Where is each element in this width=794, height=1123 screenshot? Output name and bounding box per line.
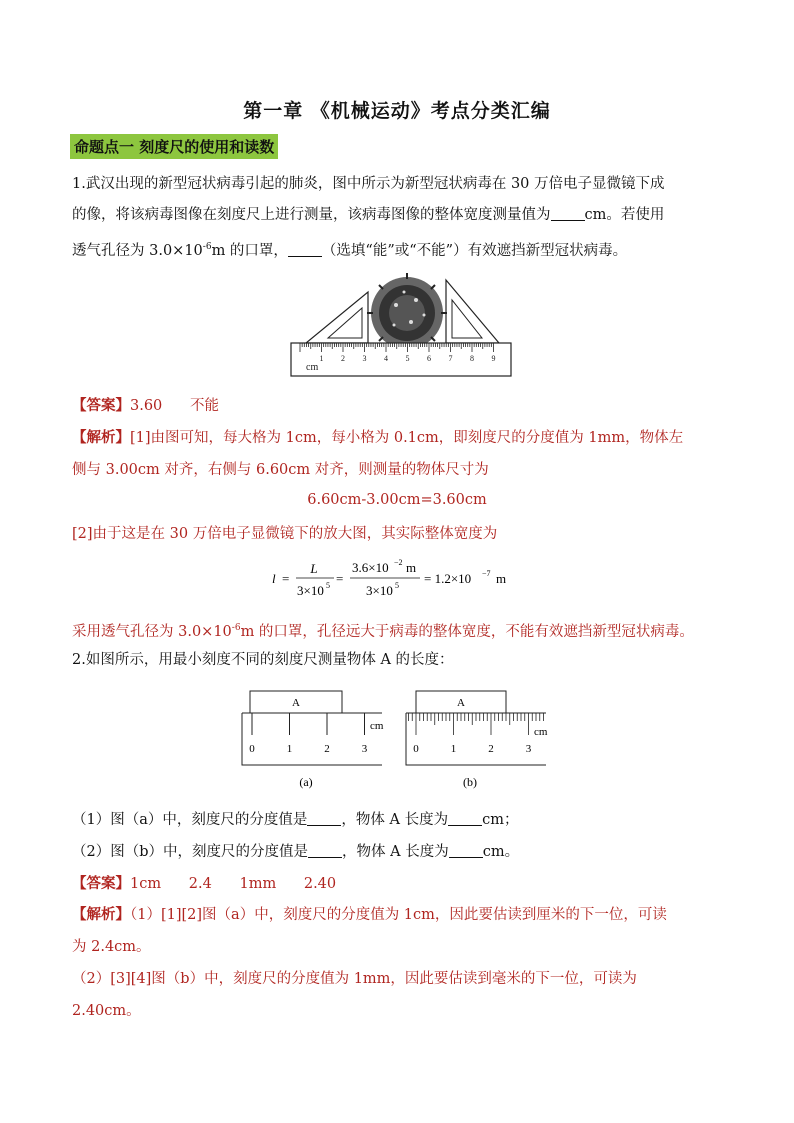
svg-text:=: = (336, 571, 344, 586)
formula-width (270, 556, 530, 606)
ruler-tick-label: 1 (450, 743, 457, 755)
section-heading: 命题点一 刻度尺的使用和读数 (70, 134, 278, 159)
q1-text-line1: 1.武汉出现的新型冠状病毒引起的肺炎，图中所示为新型冠状病毒在 30 万倍电子显微镜下成 (72, 176, 665, 192)
svg-text:−7: −7 (482, 569, 491, 578)
q1-blank-2 (288, 242, 322, 257)
svg-text:A: A (457, 697, 465, 709)
virus-ruler-figure (286, 270, 516, 380)
q1-calc: 6.60cm-3.00cm=3.60cm (307, 492, 487, 508)
svg-text:L: L (310, 561, 318, 576)
virus-image (367, 273, 447, 353)
svg-text:cm: cm (534, 726, 548, 738)
triangle-right (446, 280, 499, 343)
q1-text-line3: 透气孔径为 $3.0\times 10^{-6}m$ 的口罩， （选填“能”或“不能”）有效遮挡新型冠状病毒。 (72, 242, 628, 259)
q1-analysis-line2: 侧与 3.00cm 对齐，右侧与 6.60cm 对齐，则测量的物体尺寸为 (72, 462, 489, 478)
ruler-figure-a (238, 685, 398, 795)
q2-analysis-line4: 2.40cm。 (72, 1003, 141, 1019)
q2-analysis-line3: （2）[3][4]图（b）中，刻度尺的分度值为 1mm，因此要估读到毫米的下一位，可读为 (72, 971, 637, 987)
ruler-tick-label: 3 (361, 743, 368, 755)
q2-sub2: （2）图（b）中，刻度尺的分度值是 ，物体 A 长度为 cm。 (72, 844, 520, 860)
ruler-tick-label: 4 (384, 354, 388, 363)
ruler-tick-label: 7 (448, 354, 453, 363)
q2-answer: 【答案】1cm 2.4 1mm 2.40 (72, 875, 337, 892)
q1-text-line2: 的像，将该病毒图像在刻度尺上进行测量，该病毒图像的整体宽度测量值为 cm。若使用 (72, 207, 665, 223)
svg-text:cm: cm (370, 720, 384, 732)
svg-text:l: l (272, 571, 276, 586)
q2-blank-4 (449, 843, 483, 858)
ruler-1 (291, 343, 511, 376)
ruler-tick-label: 5 (405, 354, 410, 363)
svg-text:−2: −2 (394, 558, 403, 567)
triangle-left (306, 292, 368, 343)
ruler-tick-label: 0 (249, 743, 255, 755)
ruler-tick-label: 3 (525, 743, 532, 755)
q2-blank-3 (308, 843, 342, 858)
q1-analysis-line4: 采用透气孔径为 $3.0\times 10^{-6}m$ 的口罩，孔径远大于病毒的整体宽度，不能有效遮挡新型冠状病毒。 (72, 623, 694, 640)
ruler-tick-label: 6 (427, 354, 431, 363)
q2-sub1: （1）图（a）中，刻度尺的分度值是 ，物体 A 长度为 cm； (72, 812, 519, 828)
q2-text-line1: 2.如图所示，用最小刻度不同的刻度尺测量物体 A 的长度： (72, 652, 454, 668)
svg-text:5: 5 (395, 581, 399, 590)
fig-b-label: (b) (463, 775, 477, 789)
ruler-tick-label: 1 (319, 354, 324, 363)
ruler-tick-label: 2 (488, 743, 494, 755)
q1-analysis-line1: 【解析】[1]由图可知，每大格为 1cm，每小格为 0.1cm，即刻度尺的分度值为 1mm，物体左 (72, 429, 684, 446)
page-title: 第一章 《机械运动》考点分类汇编 (243, 100, 551, 122)
ruler-unit: cm (306, 362, 319, 373)
fig-a-label: (a) (299, 775, 313, 789)
q2-blank-2 (448, 811, 482, 826)
svg-text:3.6×10: 3.6×10 (352, 560, 389, 575)
ruler-figure-b (402, 685, 562, 795)
q1-blank-1 (551, 206, 585, 221)
ruler-tick-label: 8 (470, 354, 474, 363)
q1-analysis-line3: [2]由于这是在 30 万倍电子显微镜下的放大图，其实际整体宽度为 (72, 526, 498, 542)
ruler-tick-label: 9 (491, 354, 496, 363)
svg-text:3×10: 3×10 (297, 583, 324, 598)
q2-blank-1 (307, 811, 341, 826)
svg-text:= 1.2×10: = 1.2×10 (424, 571, 472, 586)
svg-text:m: m (496, 571, 507, 586)
q2-analysis-line2: 为 2.4cm。 (72, 939, 151, 955)
svg-text:m: m (406, 560, 417, 575)
ruler-tick-label: 3 (362, 354, 367, 363)
svg-text:=: = (282, 571, 290, 586)
q2-analysis-line1: 【解析】（1）[1][2]图（a）中，刻度尺的分度值为 1cm，因此要估读到厘米的下一位，可读 (72, 906, 667, 923)
ruler-tick-label: 2 (324, 743, 330, 755)
ruler-tick-label: 0 (413, 743, 419, 755)
svg-text:3×10: 3×10 (366, 583, 393, 598)
svg-text:A: A (292, 697, 300, 709)
svg-text:5: 5 (326, 581, 330, 590)
ruler-tick-label: 1 (286, 743, 293, 755)
q1-answer: 【答案】3.60 不能 (72, 397, 219, 414)
ruler-tick-label: 2 (341, 354, 345, 363)
